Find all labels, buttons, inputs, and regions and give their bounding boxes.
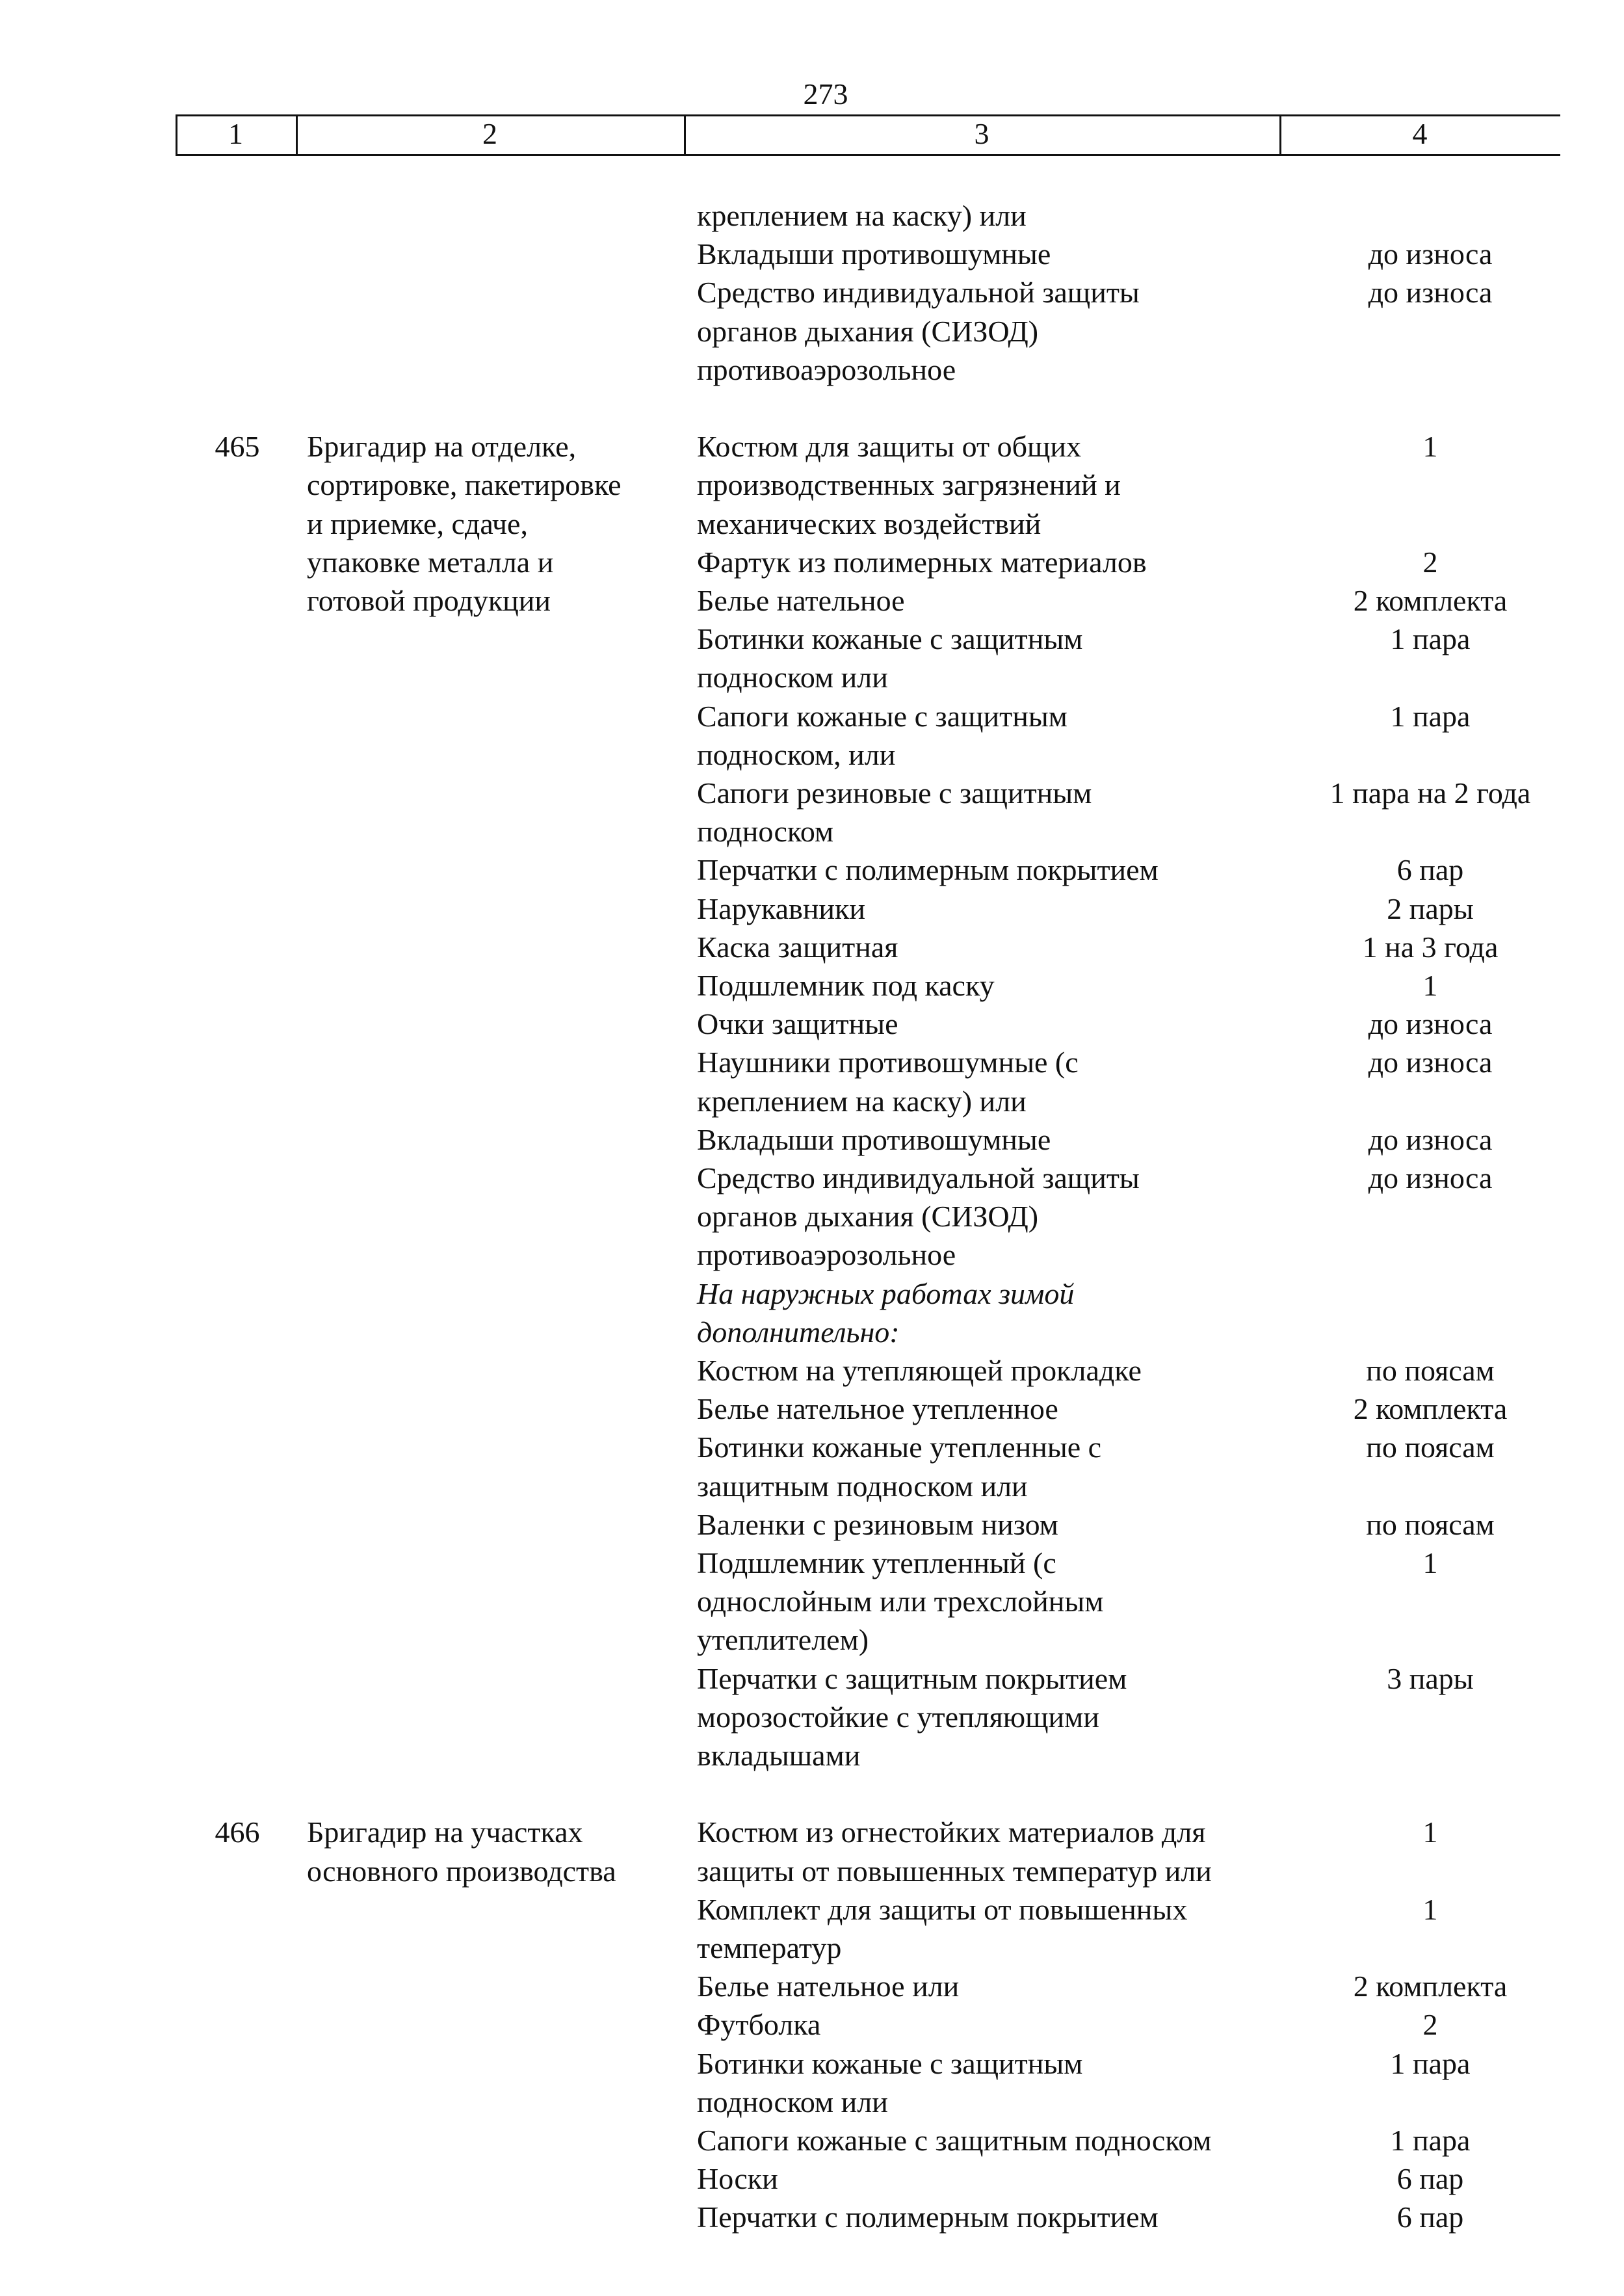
header-col-1: 1 [228,117,243,150]
ppe-norm: до износа [1368,237,1493,271]
ppe-item-line: На наружных работах зимой [697,1277,1075,1310]
ppe-item-line: морозостойкие с утепляющими [697,1700,1099,1734]
ppe-norm: 3 пары [1387,1662,1474,1695]
ppe-item-line: Сапоги резиновые с защитным [697,776,1092,810]
ppe-norm: 2 [1422,2008,1438,2041]
ppe-item-line: Нарукавники [697,892,866,925]
ppe-item-line: защитным подноском или [697,1470,1028,1503]
ppe-norm: 2 пары [1387,892,1474,925]
ppe-item-line: производственных загрязнений и [697,468,1121,501]
ppe-norm: 1 [1422,1546,1438,1579]
ppe-item-line: креплением на каску) или [697,199,1027,232]
ppe-norm: 1 пара на 2 года [1329,776,1531,810]
ppe-item-line: Белье нательное утепленное [697,1392,1058,1425]
ppe-norm: 1 пара [1390,2124,1471,2157]
ppe-item-line: подноском, или [697,738,896,771]
ppe-norm: до износа [1368,276,1493,309]
ppe-item-line: Очки защитные [697,1007,898,1040]
ppe-norm: 6 пар [1396,2200,1464,2234]
profession-name-line: готовой продукции [307,584,551,617]
profession-name-line: Бригадир на отделке, [307,430,577,463]
ppe-item-line: Ботинки кожаные утепленные с [697,1431,1102,1464]
entry-number: 466 [215,1815,260,1849]
ppe-norm: 1 пара [1390,622,1471,655]
ppe-item-line: подноском или [697,661,888,694]
ppe-norm: 2 комплекта [1353,584,1508,617]
ppe-norm: 1 пара [1390,2047,1471,2080]
ppe-item-line: Носки [697,2162,778,2195]
ppe-norm: 2 комплекта [1353,1392,1508,1425]
ppe-item-line: Белье нательное или [697,1970,960,2003]
header-col-4: 4 [1412,117,1428,150]
ppe-item-line: противоаэрозольное [697,1238,956,1271]
ppe-item-line: дополнительно: [697,1315,900,1349]
ppe-item-line: Каска защитная [697,930,898,964]
page-number: 273 [803,77,848,111]
ppe-item-line: Футболка [697,2008,821,2041]
ppe-item-line: подноском или [697,2085,888,2118]
ppe-item-line: вкладышами [697,1739,861,1772]
ppe-norm: до износа [1368,1007,1493,1040]
profession-name-line: основного производства [307,1854,616,1888]
ppe-item-line: подноском [697,815,834,848]
header-col-3: 3 [974,117,989,150]
ppe-norm: по поясам [1366,1431,1495,1464]
ppe-item-line: креплением на каску) или [697,1085,1027,1118]
ppe-norm: до износа [1368,1046,1493,1079]
profession-name-line: и приемке, сдаче, [307,507,528,540]
ppe-item-line: Перчатки с защитным покрытием [697,1662,1127,1695]
ppe-item-line: Костюм для защиты от общих [697,430,1082,463]
ppe-item-line: Подшлемник утепленный (с [697,1546,1056,1579]
ppe-norm: до износа [1368,1123,1493,1156]
ppe-item-line: Костюм на утепляющей прокладке [697,1354,1142,1387]
ppe-norm: 2 [1422,546,1438,579]
ppe-item-line: Средство индивидуальной защиты [697,276,1140,309]
header-col-2: 2 [482,117,497,150]
ppe-norm: 6 пар [1396,2162,1464,2195]
ppe-item-line: защиты от повышенных температур или [697,1854,1212,1888]
ppe-item-line: Подшлемник под каску [697,969,995,1002]
ppe-item-line: Перчатки с полимерным покрытием [697,853,1159,886]
ppe-norm: 2 комплекта [1353,1970,1508,2003]
ppe-norm: до износа [1368,1161,1493,1194]
ppe-item-line: Валенки с резиновым низом [697,1508,1058,1541]
ppe-item-line: Комплект для защиты от повышенных [697,1893,1188,1926]
ppe-item-line: Белье нательное [697,584,905,617]
ppe-item-line: Перчатки с полимерным покрытием [697,2200,1159,2234]
ppe-item-line: Сапоги кожаные с защитным [697,700,1067,733]
ppe-item-line: Ботинки кожаные с защитным [697,2047,1083,2080]
ppe-item-line: Средство индивидуальной защиты [697,1161,1140,1194]
ppe-item-line: Костюм из огнестойких материалов для [697,1815,1206,1849]
profession-name-line: упаковке металла и [307,546,554,579]
ppe-norm: 1 [1422,1815,1438,1849]
ppe-norm: 1 пара [1390,700,1471,733]
ppe-norm: 6 пар [1396,853,1464,886]
ppe-item-line: Сапоги кожаные с защитным подноском [697,2124,1212,2157]
ppe-item-line: Вкладыши противошумные [697,1123,1051,1156]
ppe-norm: 1 [1422,969,1438,1002]
profession-name-line: Бригадир на участках [307,1815,583,1849]
ppe-item-line: Вкладыши противошумные [697,237,1051,271]
ppe-item-line: утеплителем) [697,1623,869,1656]
ppe-item-line: Фартук из полимерных материалов [697,546,1147,579]
ppe-item-line: противоаэрозольное [697,353,956,386]
ppe-norm: 1 на 3 года [1362,930,1499,964]
ppe-item-line: однослойным или трехслойным [697,1585,1104,1618]
ppe-norm: по поясам [1366,1508,1495,1541]
entry-number: 465 [215,430,260,463]
ppe-item-line: органов дыхания (СИЗОД) [697,1200,1039,1233]
ppe-norm: 1 [1422,430,1438,463]
ppe-item-line: температур [697,1931,842,1964]
ppe-norm: по поясам [1366,1354,1495,1387]
ppe-item-line: Ботинки кожаные с защитным [697,622,1083,655]
ppe-item-line: механических воздействий [697,507,1041,540]
profession-name-line: сортировке, пакетировке [307,468,622,501]
ppe-norm: 1 [1422,1893,1438,1926]
ppe-item-line: органов дыхания (СИЗОД) [697,315,1039,348]
ppe-item-line: Наушники противошумные (с [697,1046,1079,1079]
